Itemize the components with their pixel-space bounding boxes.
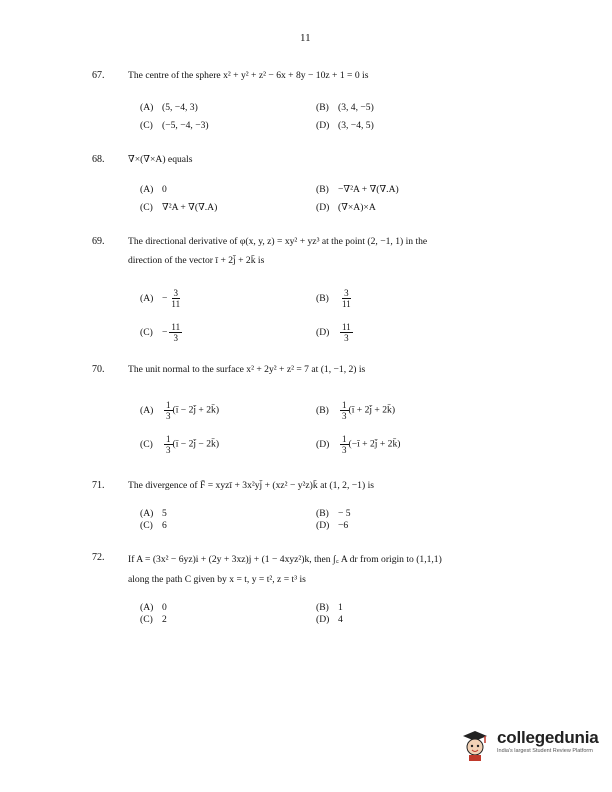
option-b-68: (B) −∇²A + ∇(∇.A)	[316, 184, 399, 195]
question-number-71: 71.	[92, 480, 105, 491]
question-number-69: 69.	[92, 236, 105, 247]
option-c-71: (C) 6	[140, 520, 167, 531]
question-number-72: 72.	[92, 552, 105, 563]
mascot-icon	[460, 728, 490, 762]
logo-text: collegedunia	[497, 728, 599, 747]
fraction: $\frac{11}{3}$	[171, 322, 181, 343]
fraction: $\frac{1}{3}$	[166, 434, 171, 455]
question-stem-69-line2: direction of the vector ī + 2j̄ + 2k̄ is	[128, 255, 265, 266]
option-b-70: (B) $\frac{1}{3}$ (ī + 2j̄ + 2k̄)	[316, 400, 396, 421]
option-d-71: (D) −6	[316, 520, 349, 531]
question-stem-68: ∇×(∇×A) equals	[128, 154, 193, 165]
fraction: $\frac{11}{3}$	[342, 322, 351, 343]
option-a-67: (A) (5, −4, 3)	[140, 102, 198, 113]
fraction: $\frac{3}{11}$	[171, 288, 181, 309]
option-a-70: (A) $\frac{1}{3}$ (ī − 2j̄ + 2k̄)	[140, 400, 220, 421]
question-number-70: 70.	[92, 364, 105, 375]
option-c-67: (C) (−5, −4, −3)	[140, 120, 209, 131]
option-d-69: (D) $\frac{11}{3}$	[316, 322, 351, 343]
option-a-72: (A) 0	[140, 602, 167, 613]
question-stem-70: The unit normal to the surface x² + 2y² + z² = 7 at (1, −1, 2) is	[128, 364, 366, 375]
option-b-67: (B) (3, 4, −5)	[316, 102, 374, 113]
option-c-69: (C) − $\frac{11}{3}$	[140, 322, 181, 343]
option-a-69: (A) − $\frac{3}{11}$	[140, 288, 181, 309]
option-c-68: (C) ∇²A + ∇(∇.A)	[140, 202, 218, 213]
option-b-69: (B) $\frac{3}{11}$	[316, 288, 351, 309]
fraction: $\frac{1}{3}$	[166, 400, 171, 421]
option-c-72: (C) 2	[140, 614, 167, 625]
question-stem-71: The divergence of F̄ = xyzī + 3x²yj̄ + (xz² − y²z)k̄ at (1, 2, −1) is	[128, 480, 374, 491]
question-stem-67: The centre of the sphere x² + y² + z² − 6x + 8y − 10z + 1 = 0 is	[128, 70, 369, 81]
option-d-72: (D) 4	[316, 614, 343, 625]
logo-tagline: India's largest Student Review Platform	[497, 748, 593, 754]
option-a-71: (A) 5	[140, 508, 167, 519]
option-b-71: (B) − 5	[316, 508, 351, 519]
option-d-70: (D) $\frac{1}{3}$ (−ī + 2j̄ + 2k̄)	[316, 434, 401, 455]
page-number: 11	[300, 32, 311, 44]
question-stem-72-line1: If A = (3x² − 6yz)i + (2y + 3xz)j + (1 − 4xyz²)k, then ∫꜀ A dr from origin to (1,1,1)	[128, 554, 442, 565]
collegedunia-logo	[460, 728, 599, 762]
option-d-68: (D) (∇×A)×A	[316, 202, 376, 213]
option-d-67: (D) (3, −4, 5)	[316, 120, 374, 131]
question-stem-69-line1: The directional derivative of φ(x, y, z) = xy² + yz³ at the point (2, −1, 1) in the	[128, 236, 428, 247]
question-stem-72-line2: along the path C given by x = t, y = t², z = t³ is	[128, 574, 306, 585]
option-b-72: (B) 1	[316, 602, 343, 613]
question-number-67: 67.	[92, 70, 105, 81]
fraction: $\frac{1}{3}$	[342, 434, 347, 455]
option-a-68: (A) 0	[140, 184, 167, 195]
fraction: $\frac{3}{11}$	[342, 288, 351, 309]
question-number-68: 68.	[92, 154, 105, 165]
option-c-70: (C) $\frac{1}{3}$ (ī − 2j̄ − 2k̄)	[140, 434, 220, 455]
fraction: $\frac{1}{3}$	[342, 400, 347, 421]
